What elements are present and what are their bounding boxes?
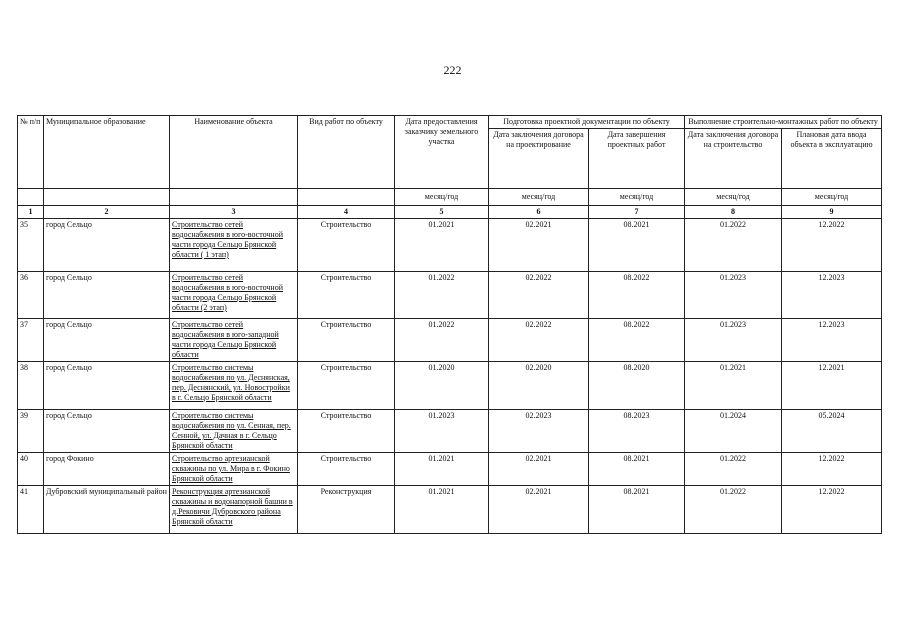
row-commissioning: 12.2022	[782, 486, 882, 534]
header-design-contract: Дата заключения договора на проектирование	[489, 129, 589, 189]
row-design-finish: 08.2022	[589, 272, 685, 319]
column-number: 1	[18, 206, 44, 219]
row-design-finish: 08.2021	[589, 486, 685, 534]
row-design-finish: 08.2021	[589, 219, 685, 272]
row-land-date: 01.2021	[395, 219, 489, 272]
row-design-finish: 08.2023	[589, 410, 685, 453]
row-design-finish: 08.2022	[589, 319, 685, 362]
row-design-contract: 02.2021	[489, 486, 589, 534]
row-commissioning: 12.2023	[782, 319, 882, 362]
row-design-contract: 02.2020	[489, 362, 589, 410]
row-land-date: 01.2023	[395, 410, 489, 453]
row-num: 40	[18, 453, 44, 486]
header-construction-group: Выполнение строительно-монтажных работ по объекту	[685, 116, 882, 129]
row-land-date: 01.2022	[395, 319, 489, 362]
row-design-contract: 02.2021	[489, 453, 589, 486]
header-object: Наименование объекта	[170, 116, 298, 189]
row-work-type: Строительство	[298, 272, 395, 319]
row-municipality: город Сельцо	[44, 219, 170, 272]
row-object: Строительство артезианской скважины по ул. Мира в г. Фокино Брянской области	[170, 453, 298, 486]
row-construction-contract: 01.2022	[685, 219, 782, 272]
table-row	[18, 486, 882, 534]
column-number: 4	[298, 206, 395, 219]
row-num: 37	[18, 319, 44, 362]
header-commissioning: Плановая дата ввода объекта в эксплуатацию	[782, 129, 882, 189]
column-number: 5	[395, 206, 489, 219]
row-municipality: город Сельцо	[44, 410, 170, 453]
row-object: Строительство сетей водоснабжения в юго-восточной части города Сельцо Брянской области ( 1 этап)	[170, 219, 298, 272]
row-commissioning: 12.2022	[782, 453, 882, 486]
column-number: 7	[589, 206, 685, 219]
table-row	[18, 453, 882, 486]
row-land-date: 01.2021	[395, 453, 489, 486]
page-number: 222	[443, 63, 462, 77]
row-object: Строительство сетей водоснабжения в юго-западной части города Сельцо Брянской области	[170, 319, 298, 362]
row-work-type: Строительство	[298, 219, 395, 272]
row-num: 38	[18, 362, 44, 410]
column-number: 8	[685, 206, 782, 219]
row-num: 41	[18, 486, 44, 534]
row-design-finish: 08.2020	[589, 362, 685, 410]
row-municipality: город Фокино	[44, 453, 170, 486]
row-commissioning: 12.2022	[782, 219, 882, 272]
header-design-finish: Дата завершения проектных работ	[589, 129, 685, 189]
column-number: 2	[44, 206, 170, 219]
row-construction-contract: 01.2023	[685, 319, 782, 362]
row-commissioning: 05.2024	[782, 410, 882, 453]
row-work-type: Реконструкция	[298, 486, 395, 534]
header-row	[18, 116, 882, 129]
row-num: 39	[18, 410, 44, 453]
table-row	[18, 362, 882, 410]
table-row	[18, 219, 882, 272]
row-commissioning: 12.2021	[782, 362, 882, 410]
row-design-contract: 02.2023	[489, 410, 589, 453]
unit-label: месяц/год	[489, 189, 589, 206]
row-land-date: 01.2021	[395, 486, 489, 534]
row-work-type: Строительство	[298, 410, 395, 453]
row-municipality: город Сельцо	[44, 319, 170, 362]
row-design-finish: 08.2021	[589, 453, 685, 486]
row-municipality: город Сельцо	[44, 272, 170, 319]
row-design-contract: 02.2022	[489, 319, 589, 362]
row-construction-contract: 01.2022	[685, 453, 782, 486]
row-design-contract: 02.2022	[489, 272, 589, 319]
column-number: 3	[170, 206, 298, 219]
row-work-type: Строительство	[298, 453, 395, 486]
unit-label: месяц/год	[782, 189, 882, 206]
table-row	[18, 319, 882, 362]
row-num: 36	[18, 272, 44, 319]
row-design-contract: 02.2021	[489, 219, 589, 272]
row-work-type: Строительство	[298, 319, 395, 362]
row-land-date: 01.2022	[395, 272, 489, 319]
row-work-type: Строительство	[298, 362, 395, 410]
row-municipality: город Сельцо	[44, 362, 170, 410]
table-row	[18, 410, 882, 453]
header-work-type: Вид работ по объекту	[298, 116, 395, 189]
column-numbers-row	[18, 206, 882, 219]
row-construction-contract: 01.2021	[685, 362, 782, 410]
header-construction-contract: Дата заключения договора на строительство	[685, 129, 782, 189]
table-row	[18, 272, 882, 319]
objects-table	[17, 115, 882, 534]
row-construction-contract: 01.2022	[685, 486, 782, 534]
column-number: 9	[782, 206, 882, 219]
unit-label: месяц/год	[685, 189, 782, 206]
row-commissioning: 12.2023	[782, 272, 882, 319]
row-municipality: Дубровский муниципальный район	[44, 486, 170, 534]
row-num: 35	[18, 219, 44, 272]
header-municipality: Муниципальное образование	[44, 116, 170, 189]
unit-label: месяц/год	[395, 189, 489, 206]
header-land-date: Дата предоставления заказчику земельного участка	[395, 116, 489, 189]
row-land-date: 01.2020	[395, 362, 489, 410]
row-object: Строительство сетей водоснабжения в юго-восточной части города Сельцо Брянской области (2 этап)	[170, 272, 298, 319]
row-object: Строительство системы водоснабжения по ул. Сенная, пер. Сенной, ул. Дачная в г. Сельцо Брянской области	[170, 410, 298, 453]
unit-label: месяц/год	[589, 189, 685, 206]
row-construction-contract: 01.2023	[685, 272, 782, 319]
row-object: Строительство системы водоснабжения по ул. Деснянская, пер. Деснянский, ул. Новостройки в г. Сельцо Брянской области	[170, 362, 298, 410]
header-num: № п/п	[18, 116, 44, 189]
row-construction-contract: 01.2024	[685, 410, 782, 453]
units-row	[18, 189, 882, 206]
column-number: 6	[489, 206, 589, 219]
header-design-group: Подготовка проектной документации по объекту	[489, 116, 685, 129]
row-object: Реконструкция артезианской скважины и водонапорной башни в д.Рековичи Дубровского района Брянской области	[170, 486, 298, 534]
